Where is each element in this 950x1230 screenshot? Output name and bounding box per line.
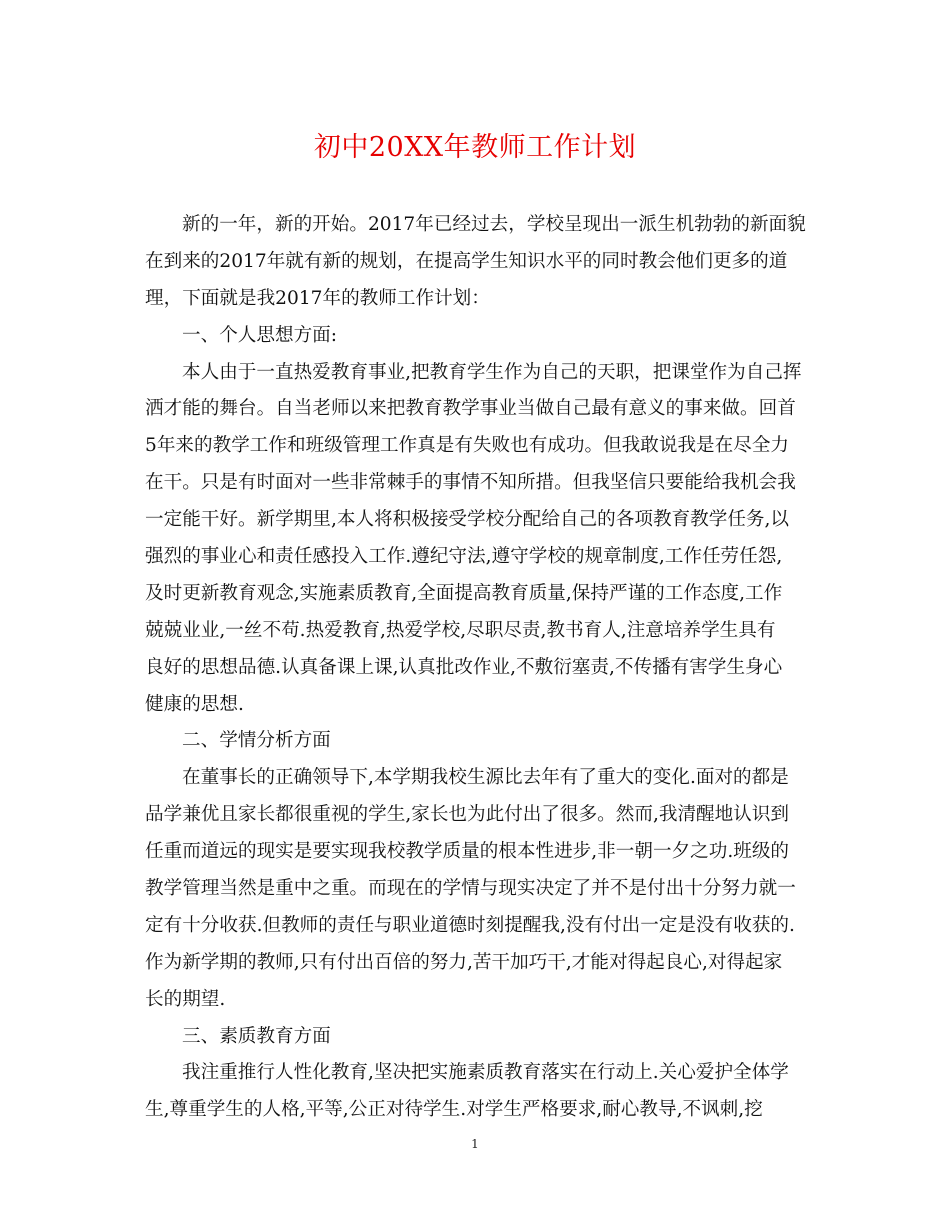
paragraph-line: 定有十分收获.但教师的责任与职业道德时刻提醒我,没有付出一定是没有收获的. — [145, 914, 795, 936]
section-heading: 二、学情分析方面 — [182, 730, 331, 752]
page-number: 1 — [471, 1137, 479, 1151]
paragraph-line: 洒才能的舞台。自当老师以来把教育教学事业当做自己最有意义的事来做。回首 — [145, 398, 796, 420]
paragraph-line: 一定能干好。新学期里,本人将积极接受学校分配给自己的各项教育教学任务,以 — [145, 509, 790, 531]
paragraph-line: 健康的思想. — [145, 693, 244, 715]
paragraph-line: 教学管理当然是重中之重。而现在的学情与现实决定了并不是付出十分努力就一 — [145, 878, 796, 900]
paragraph-line: 5年来的教学工作和班级管理工作真是有失败也有成功。但我敢说我是在尽全力 — [145, 435, 790, 457]
paragraph-line: 在干。只是有时面对一些非常棘手的事情不知所措。但我坚信只要能给我机会我 — [145, 472, 796, 494]
section-heading: 一、个人思想方面: — [182, 324, 338, 346]
paragraph-line: 及时更新教育观念,实施素质教育,全面提高教育质量,保持严谨的工作态度,工作 — [145, 582, 783, 604]
paragraph-line: 在到来的2017年就有新的规划，在提高学生知识水平的同时教会他们更多的道 — [145, 250, 788, 272]
paragraph-line: 生,尊重学生的人格,平等,公正对待学生.对学生严格要求,耐心教导,不讽刺,挖 — [145, 1099, 763, 1121]
paragraph-line: 本人由于一直热爱教育事业,把教育学生作为自己的天职，把课堂作为自己挥 — [182, 361, 802, 383]
document-title: 初中20XX年教师工作计划 — [313, 132, 637, 163]
paragraph-line: 新的一年，新的开始。2017年已经过去，学校呈现出一派生机勃勃的新面貌 — [182, 214, 806, 235]
paragraph-line: 兢兢业业,一丝不苟.热爱教育,热爱学校,尽职尽责,教书育人,注意培养学生具有 — [145, 619, 776, 641]
paragraph-line: 任重而道远的现实是要实现我校教学质量的根本性进步,非一朝一夕之功.班级的 — [145, 841, 790, 863]
paragraph-line: 良好的思想品德.认真备课上课,认真批改作业,不敷衍塞责,不传播有害学生身心 — [145, 656, 783, 678]
paragraph-line: 在董事长的正确领导下,本学期我校生源比去年有了重大的变化.面对的都是 — [182, 767, 789, 789]
paragraph-line: 强烈的事业心和责任感投入工作.遵纪守法,遵守学校的规章制度,工作任劳任怨, — [145, 546, 783, 568]
section-heading: 三、素质教育方面 — [182, 1025, 331, 1047]
paragraph-line: 作为新学期的教师,只有付出百倍的努力,苦干加巧干,才能对得起良心,对得起家 — [145, 951, 783, 973]
paragraph-line: 理，下面就是我2017年的教师工作计划： — [145, 287, 490, 309]
paragraph-line: 长的期望. — [145, 988, 226, 1010]
paragraph-line: 品学兼优且家长都很重视的学生,家长也为此付出了很多。然而,我清醒地认识到 — [145, 804, 790, 826]
document-body — [145, 207, 807, 1129]
paragraph-line: 我注重推行人性化教育,坚决把实施素质教育落实在行动上.关心爱护全体学 — [182, 1062, 789, 1084]
